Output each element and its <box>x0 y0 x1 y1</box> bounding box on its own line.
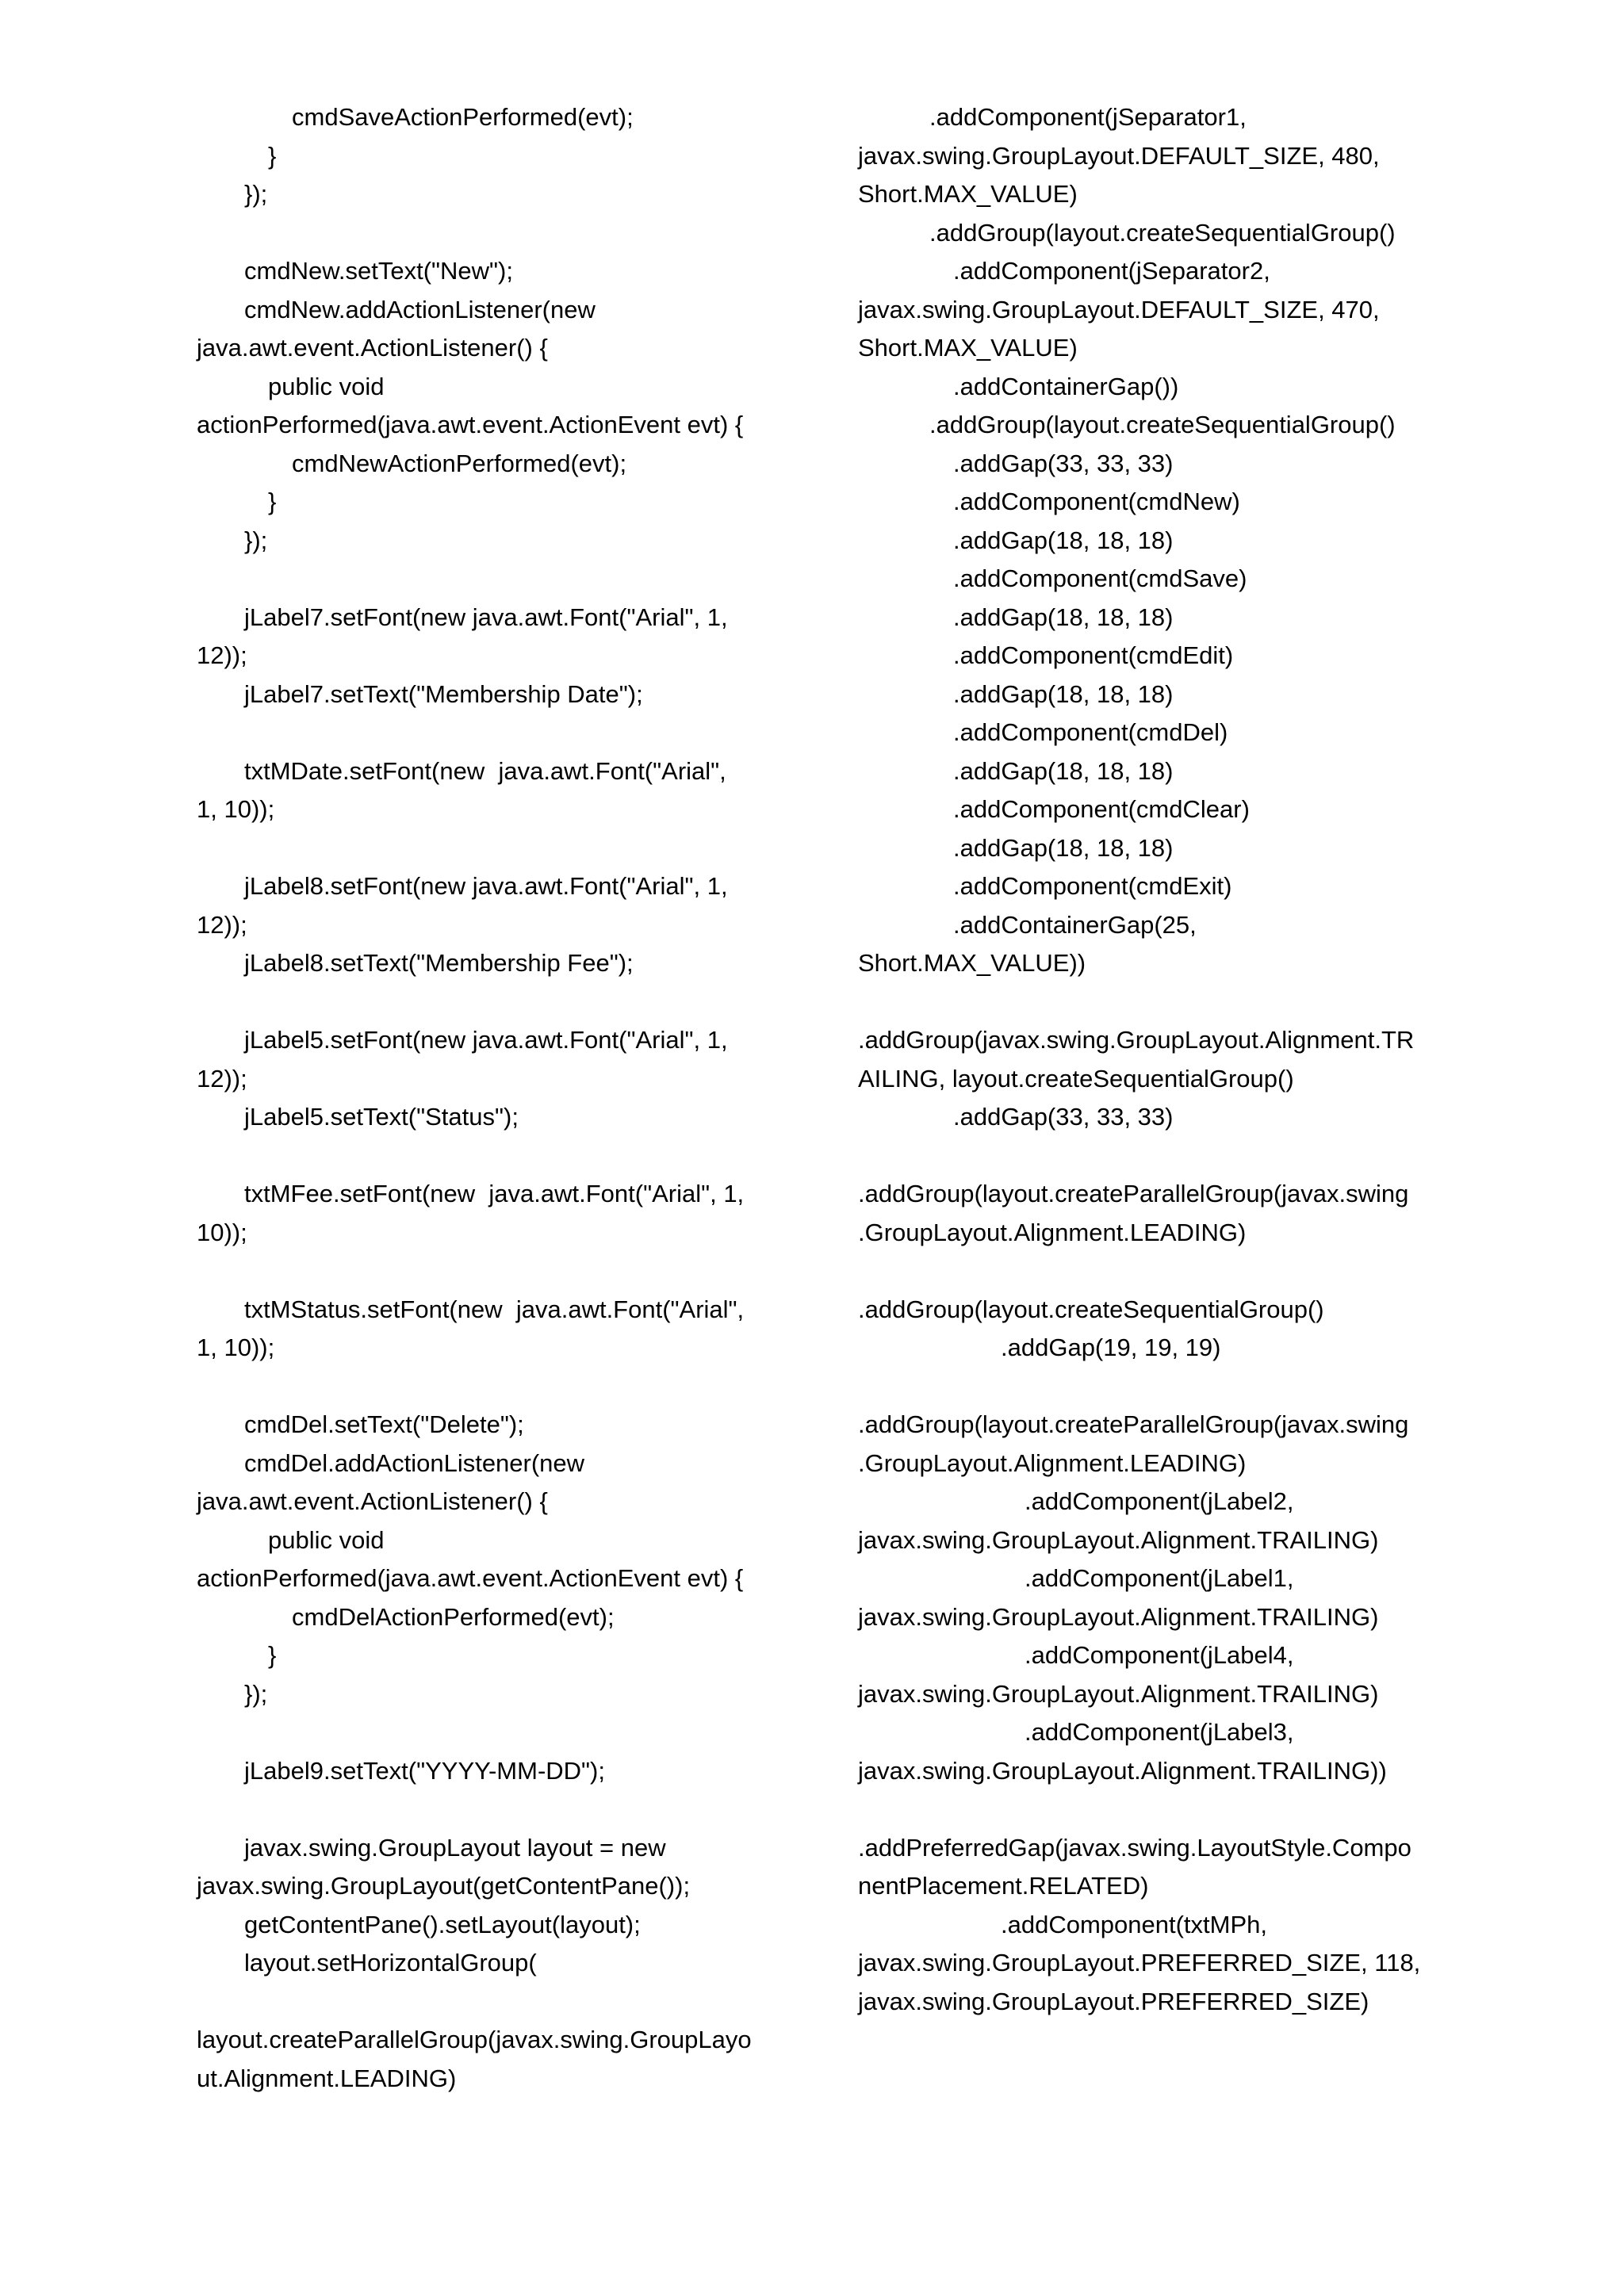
code-line: .addGroup(layout.createSequentialGroup() <box>858 1295 1324 1323</box>
code-line: Short.MAX_VALUE)) <box>858 949 1086 977</box>
code-line: txtMStatus.setFont(new java.awt.Font("Arial", <box>244 1295 745 1323</box>
code-line: } <box>268 141 277 170</box>
code-line: 1, 10)); <box>197 795 275 823</box>
code-line <box>858 1137 1445 1176</box>
code-line: jLabel8.setFont(new java.awt.Font("Arial", 1, <box>244 872 728 900</box>
code-line: .addComponent(cmdClear) <box>953 795 1250 823</box>
code-line: java.awt.event.ActionListener() { <box>197 334 548 362</box>
code-line: javax.swing.GroupLayout.PREFERRED_SIZE) <box>858 1987 1369 2015</box>
code-line <box>858 1252 1445 1291</box>
code-line: cmdDelActionPerformed(evt); <box>292 1602 615 1631</box>
code-line <box>197 1368 783 1406</box>
code-line: .addContainerGap(25, <box>953 910 1197 939</box>
code-line: javax.swing.GroupLayout.DEFAULT_SIZE, 470, <box>858 295 1380 323</box>
code-line: .addContainerGap()) <box>953 372 1179 400</box>
code-line: .addGap(18, 18, 18) <box>953 833 1174 862</box>
code-line: 10)); <box>197 1218 247 1246</box>
code-line: 12)); <box>197 1064 247 1093</box>
code-line: .addGap(18, 18, 18) <box>953 603 1174 631</box>
code-line: .addGap(19, 19, 19) <box>1001 1334 1221 1361</box>
code-line: cmdSaveActionPerformed(evt); <box>292 103 634 131</box>
code-line: layout.setHorizontalGroup( <box>244 1949 537 1976</box>
code-line: javax.swing.GroupLayout.Alignment.TRAILING) <box>858 1679 1379 1708</box>
code-line: javax.swing.GroupLayout.PREFERRED_SIZE, 118, <box>858 1949 1421 1976</box>
code-line: 12)); <box>197 910 247 939</box>
code-line: .addComponent(jLabel1, <box>1025 1564 1294 1592</box>
code-line: layout.createParallelGroup(javax.swing.GroupLayo <box>197 2026 752 2053</box>
code-line <box>197 1983 783 2022</box>
code-line <box>197 1790 783 1829</box>
code-line: .addComponent(jLabel2, <box>1025 1487 1294 1515</box>
code-line: javax.swing.GroupLayout.Alignment.TRAILING) <box>858 1602 1379 1631</box>
code-line: javax.swing.GroupLayout.Alignment.TRAILING)) <box>858 1756 1387 1785</box>
code-line: .addGap(33, 33, 33) <box>953 1103 1174 1131</box>
code-line: 1, 10)); <box>197 1334 275 1361</box>
code-line: jLabel7.setText("Membership Date"); <box>244 679 643 708</box>
code-line: javax.swing.GroupLayout.DEFAULT_SIZE, 480, <box>858 141 1380 170</box>
code-line: .addGroup(layout.createSequentialGroup() <box>929 218 1396 247</box>
code-column-right <box>858 98 1445 2021</box>
code-line: .addComponent(jLabel4, <box>1025 1641 1294 1669</box>
code-line <box>197 714 783 752</box>
code-column-left <box>197 98 783 2098</box>
code-line: }); <box>244 1679 268 1708</box>
code-line: jLabel5.setFont(new java.awt.Font("Arial", 1, <box>244 1026 728 1054</box>
code-line <box>858 1368 1445 1406</box>
code-line: javax.swing.GroupLayout(getContentPane()); <box>197 1872 691 1900</box>
code-line: .addGroup(layout.createParallelGroup(javax.swing <box>858 1180 1409 1207</box>
code-line: .addPreferredGap(javax.swing.LayoutStyle.Compo <box>858 1833 1411 1862</box>
code-line: jLabel8.setText("Membership Fee"); <box>244 949 634 977</box>
code-line: .addComponent(cmdDel) <box>953 718 1228 746</box>
code-line: .addGap(18, 18, 18) <box>953 756 1174 785</box>
code-line <box>197 1252 783 1291</box>
code-line: } <box>268 488 277 515</box>
code-line: public void <box>268 1525 385 1554</box>
code-line: javax.swing.GroupLayout layout = new <box>244 1833 666 1862</box>
code-line <box>858 1790 1445 1829</box>
code-line: cmdNew.setText("New"); <box>244 257 513 285</box>
code-line: java.awt.event.ActionListener() { <box>197 1487 548 1515</box>
code-line: cmdDel.addActionListener(new <box>244 1448 585 1477</box>
code-line <box>197 214 783 253</box>
code-line: .addComponent(cmdSave) <box>953 564 1247 592</box>
code-line: jLabel5.setText("Status"); <box>244 1103 519 1131</box>
code-line: .addComponent(txtMPh, <box>1001 1910 1268 1938</box>
code-line: cmdNew.addActionListener(new <box>244 295 596 323</box>
code-line: } <box>268 1641 277 1669</box>
code-line: .addComponent(jLabel3, <box>1025 1718 1294 1746</box>
code-line: jLabel9.setText("YYYY-MM-DD"); <box>244 1756 605 1785</box>
code-line: .addGroup(layout.createSequentialGroup() <box>929 411 1396 438</box>
code-line: .addGap(18, 18, 18) <box>953 679 1174 708</box>
code-line: }); <box>244 526 268 554</box>
code-line: .addComponent(jSeparator2, <box>953 257 1270 285</box>
code-line: cmdNewActionPerformed(evt); <box>292 449 627 477</box>
code-line: jLabel7.setFont(new java.awt.Font("Arial", 1, <box>244 603 728 631</box>
code-line: .addGap(33, 33, 33) <box>953 449 1174 477</box>
code-line: cmdDel.setText("Delete"); <box>244 1410 524 1438</box>
code-line: txtMDate.setFont(new java.awt.Font("Arial", <box>244 756 726 785</box>
code-line <box>197 983 783 1022</box>
code-line <box>197 1137 783 1176</box>
code-line: getContentPane().setLayout(layout); <box>244 1910 641 1938</box>
code-line: .addComponent(jSeparator1, <box>929 103 1247 131</box>
code-line: javax.swing.GroupLayout.Alignment.TRAILING) <box>858 1525 1379 1554</box>
code-line <box>197 1713 783 1752</box>
code-line: .addGroup(layout.createParallelGroup(javax.swing <box>858 1410 1409 1438</box>
code-line: .addComponent(cmdEdit) <box>953 641 1234 669</box>
code-line: Short.MAX_VALUE) <box>858 334 1078 362</box>
code-line: actionPerformed(java.awt.event.ActionEvent evt) { <box>197 1564 744 1592</box>
code-line: Short.MAX_VALUE) <box>858 180 1078 208</box>
code-line: .addGap(18, 18, 18) <box>953 526 1174 554</box>
code-line: nentPlacement.RELATED) <box>858 1872 1149 1900</box>
code-line: actionPerformed(java.awt.event.ActionEvent evt) { <box>197 411 744 438</box>
code-line: }); <box>244 180 268 208</box>
code-line: ut.Alignment.LEADING) <box>197 2064 457 2092</box>
code-line <box>858 983 1445 1022</box>
code-line: AILING, layout.createSequentialGroup() <box>858 1064 1294 1093</box>
code-line <box>197 560 783 599</box>
code-line: public void <box>268 372 385 400</box>
code-line: .GroupLayout.Alignment.LEADING) <box>858 1448 1247 1477</box>
code-line <box>197 829 783 868</box>
code-line: .addComponent(cmdNew) <box>953 488 1240 515</box>
code-line: .addGroup(javax.swing.GroupLayout.Alignment.TR <box>858 1026 1415 1054</box>
code-line: 12)); <box>197 641 247 669</box>
code-line: .addComponent(cmdExit) <box>953 872 1232 900</box>
code-line: txtMFee.setFont(new java.awt.Font("Arial", 1, <box>244 1180 745 1207</box>
code-line: .GroupLayout.Alignment.LEADING) <box>858 1218 1247 1246</box>
